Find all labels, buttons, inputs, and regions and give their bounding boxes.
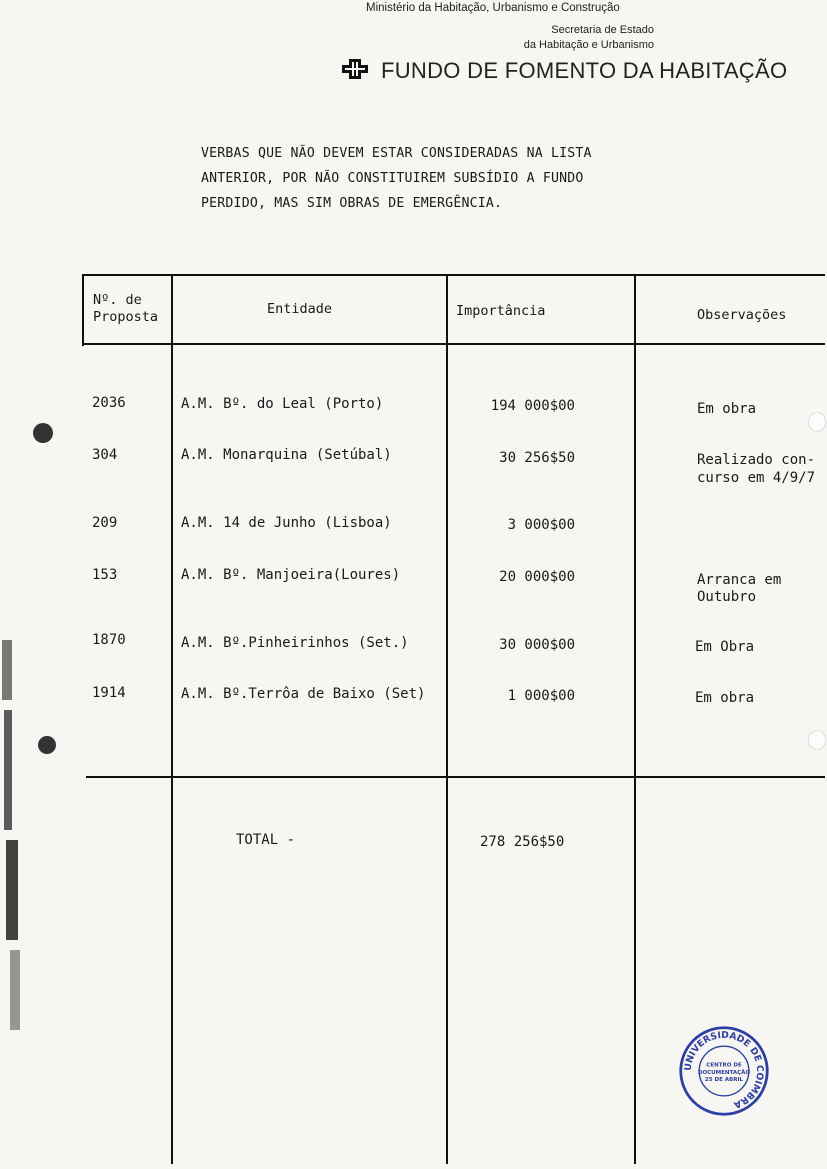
intro-line-2: ANTERIOR, POR NÃO CONSTITUIREM SUBSÍDIO A FUNDO bbox=[201, 171, 584, 186]
table-col-rule-3 bbox=[634, 274, 636, 1164]
stamp-line-2: DOCUMENTAÇÃO bbox=[697, 1069, 751, 1076]
row-5-amount: 30 000$00 bbox=[499, 637, 575, 653]
row-6-observation: Em obra bbox=[695, 690, 755, 706]
row-3-proposal: 209 bbox=[92, 515, 118, 531]
ministry-name: Ministério da Habitação, Urbanismo e Construção bbox=[366, 2, 620, 14]
secretariat-line-2: da Habitação e Urbanismo bbox=[523, 39, 654, 51]
punch-hole-right-bottom bbox=[808, 730, 826, 750]
row-2-observation-line-1: Realizado con- bbox=[697, 452, 816, 468]
table-left-rule bbox=[82, 274, 84, 346]
intro-line-1: VERBAS QUE NÃO DEVEM ESTAR CONSIDERADAS NA LISTA bbox=[201, 146, 592, 161]
row-6-entity: A.M. Bº.Terrôa de Baixo (Set) bbox=[181, 686, 426, 702]
row-1-proposal: 2036 bbox=[92, 395, 126, 411]
punch-hole-top bbox=[33, 423, 53, 443]
row-2-entity: A.M. Monarquina (Setúbal) bbox=[181, 447, 392, 463]
row-5-proposal: 1870 bbox=[92, 632, 126, 648]
university-stamp bbox=[678, 1025, 770, 1117]
stamp-line-1: CENTRO DE bbox=[706, 1062, 742, 1069]
row-6-proposal: 1914 bbox=[92, 685, 126, 701]
table-top-rule bbox=[82, 274, 825, 276]
stamp-ring-text: UNIVERSIDADE DE COIMBRA bbox=[682, 1029, 766, 1111]
header-observations: Observações bbox=[697, 307, 787, 323]
row-6-amount: 1 000$00 bbox=[507, 688, 575, 704]
row-2-proposal: 304 bbox=[92, 447, 118, 463]
row-2-observation-line-2: curso em 4/9/7 bbox=[697, 470, 816, 486]
row-1-entity: A.M. Bº. do Leal (Porto) bbox=[181, 396, 384, 412]
row-3-amount: 3 000$00 bbox=[507, 517, 575, 533]
row-4-amount: 20 000$00 bbox=[499, 569, 575, 585]
header-proposal-line-1: Nº. de bbox=[93, 292, 142, 308]
row-5-entity: A.M. Bº.Pinheirinhos (Set.) bbox=[181, 635, 409, 651]
row-5-observation: Em Obra bbox=[695, 639, 755, 655]
fund-name: FUNDO DE FOMENTO DA HABITAÇÃO bbox=[381, 58, 788, 83]
stamp-line-3: 25 DE ABRIL bbox=[704, 1077, 744, 1084]
row-4-observation-line-1: Arranca em bbox=[697, 572, 782, 588]
secretariat-line-1: Secretaria de Estado bbox=[551, 24, 654, 36]
table-col-rule-1 bbox=[171, 274, 173, 1164]
intro-line-3: PERDIDO, MAS SIM OBRAS DE EMERGÊNCIA. bbox=[201, 196, 503, 211]
table-header-rule bbox=[82, 343, 825, 345]
table-col-rule-2 bbox=[446, 274, 448, 1164]
header-entity: Entidade bbox=[267, 301, 333, 317]
punch-hole-right-top bbox=[808, 412, 826, 432]
total-label: TOTAL - bbox=[236, 832, 296, 848]
row-1-amount: 194 000$00 bbox=[490, 398, 575, 414]
row-4-proposal: 153 bbox=[92, 567, 118, 583]
intro-paragraph bbox=[201, 141, 681, 216]
fund-logo-icon bbox=[340, 57, 370, 81]
punch-hole-bottom bbox=[38, 736, 56, 754]
header-proposal-line-2: Proposta bbox=[93, 309, 159, 325]
row-4-entity: A.M. Bº. Manjoeira(Loures) bbox=[181, 567, 401, 583]
table-total-rule bbox=[86, 776, 825, 778]
row-2-amount: 30 256$50 bbox=[499, 450, 575, 466]
header-amount: Importância bbox=[456, 303, 546, 319]
row-1-observation: Em obra bbox=[697, 401, 757, 417]
scan-edge-shadow bbox=[0, 640, 30, 1060]
total-amount: 278 256$50 bbox=[480, 834, 565, 850]
row-3-entity: A.M. 14 de Junho (Lisboa) bbox=[181, 515, 392, 531]
row-4-observation-line-2: Outubro bbox=[697, 589, 757, 605]
